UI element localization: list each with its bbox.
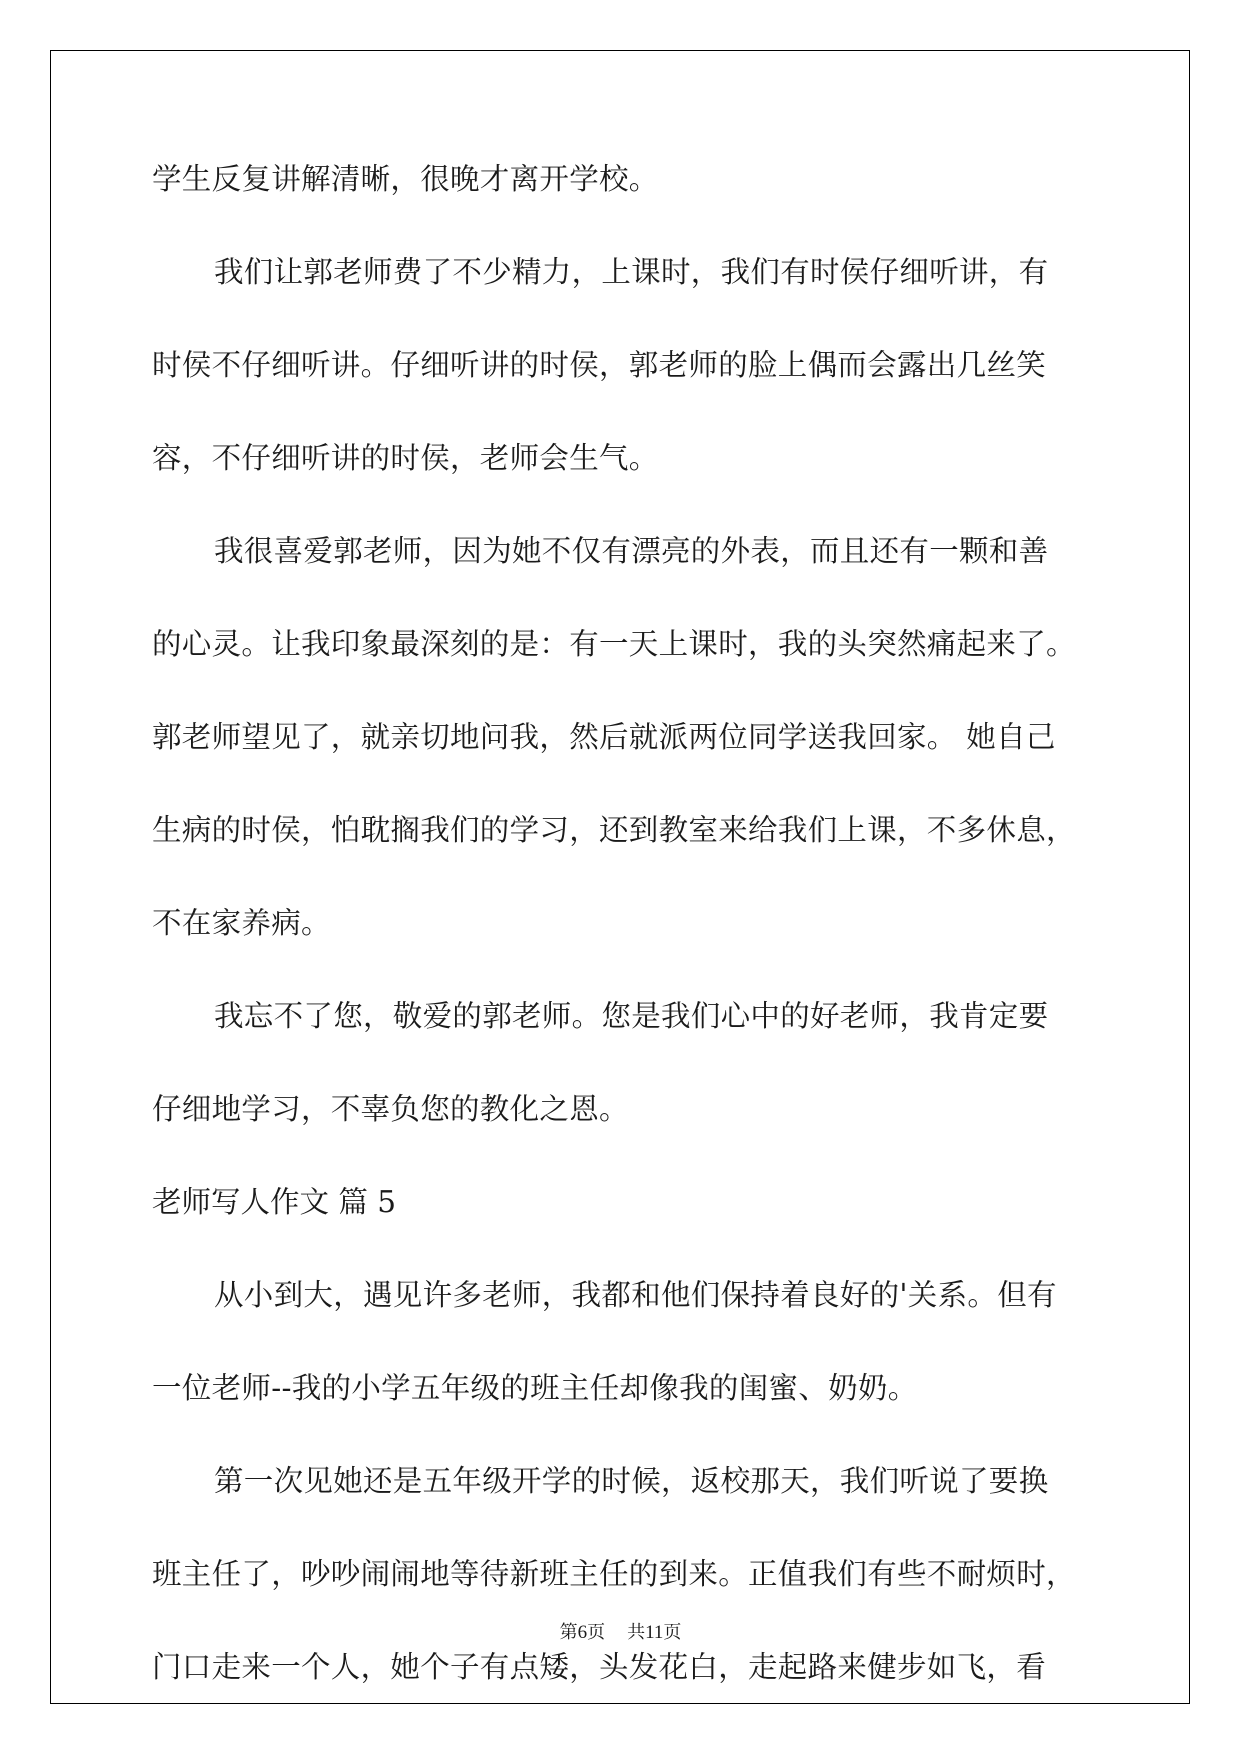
paragraph-start-line: 我们让郭老师费了不少精力，上课时，我们有时侯仔细听讲，有 [214, 255, 1049, 289]
page-number-prefix: 第 [559, 1622, 578, 1643]
text-line-17: 门口走来一个人，她个子有点矮，头发花白，走起路来健步如飞，看 [152, 1650, 1047, 1684]
text-line-16: 班主任了，吵吵闹闹地等待新班主任的到来。正值我们有些不耐烦时， [152, 1557, 1076, 1591]
total-pages-prefix: 共 [627, 1622, 646, 1643]
text-line-11: 仔细地学习，不辜负您的教化之恩。 [152, 1092, 629, 1126]
section-heading: 老师写人作文 篇 5 [152, 1185, 397, 1219]
paragraph-start-line: 我很喜爱郭老师，因为她不仅有漂亮的外表，而且还有一颗和善 [214, 534, 1049, 568]
text-line-3: 时侯不仔细听讲。仔细听讲的时侯，郭老师的脸上偶而会露出几丝笑 [152, 348, 1047, 382]
current-page-number: 6 [577, 1622, 588, 1643]
total-page-count: 11 [645, 1622, 664, 1643]
text-line-6: 的心灵。让我印象最深刻的是：有一天上课时，我的头突然痛起来了。 [152, 627, 1076, 661]
text-line-14: 一位老师--我的小学五年级的班主任却像我的闺蜜、奶奶。 [152, 1371, 918, 1405]
page-footer [0, 1621, 1241, 1645]
total-pages-suffix: 页 [663, 1622, 682, 1643]
document-body [152, 159, 1092, 1740]
text-line-8: 生病的时侯，怕耽搁我们的学习，还到教室来给我们上课，不多休息， [152, 813, 1076, 847]
page-number-suffix: 页 [587, 1622, 606, 1643]
text-line-9: 不在家养病。 [152, 906, 331, 940]
paragraph-start-line: 我忘不了您，敬爱的郭老师。您是我们心中的好老师，我肯定要 [214, 999, 1049, 1033]
text-line-1: 学生反复讲解清晰，很晚才离开学校。 [152, 162, 659, 196]
paragraph-start-line: 第一次见她还是五年级开学的时候，返校那天，我们听说了要换 [214, 1464, 1049, 1498]
paragraph-start-line: 从小到大，遇见许多老师，我都和他们保持着良好的'关系。但有 [214, 1278, 1057, 1312]
text-line-4: 容，不仔细听讲的时侯，老师会生气。 [152, 441, 659, 475]
text-line-7: 郭老师望见了，就亲切地问我，然后就派两位同学送我回家。 她自己 [152, 720, 1056, 754]
